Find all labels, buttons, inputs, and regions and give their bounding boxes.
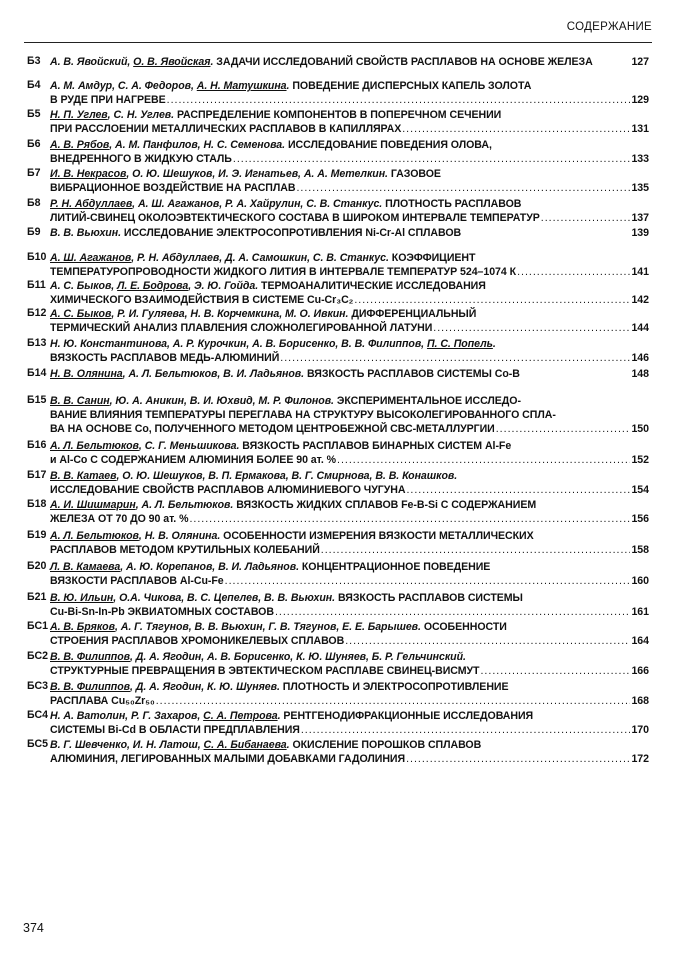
entry-line bbox=[50, 108, 649, 122]
authors-text: Н. Ю. Константинова, А. Р. Курочкин, А. В. Борисенко, В. В. Филиппов, bbox=[50, 338, 427, 350]
authors-text: , Р. И. Гуляева, Н. В. Корчемкина, М. О. Ивкин. bbox=[111, 308, 349, 320]
speaker-author: Л. В. Камаева bbox=[50, 561, 121, 573]
leader-dots bbox=[167, 93, 631, 107]
entry-line bbox=[50, 738, 649, 752]
leader-dots bbox=[406, 752, 630, 766]
entry-title: ВЯЗКОСТЬ РАСПЛАВОВ СИСТЕМЫ bbox=[337, 592, 523, 604]
entry-code: Б17 bbox=[27, 469, 47, 481]
entry-page-number[interactable]: 170 bbox=[631, 724, 649, 736]
entry-authors bbox=[50, 592, 335, 604]
entry-body bbox=[50, 738, 649, 766]
entry-page-number[interactable]: 161 bbox=[631, 606, 649, 618]
entry-page-number[interactable]: 133 bbox=[631, 153, 649, 165]
entry-title: ОСОБЕННОСТИ ИЗМЕРЕНИЯ ВЯЗКОСТИ МЕТАЛЛИЧЕСКИХ bbox=[223, 530, 534, 542]
authors-text: , Р. Н. Абдуллаев, Д. А. Самошкин, С. В. Станкус. bbox=[131, 252, 389, 264]
entry-authors bbox=[50, 651, 466, 663]
entry-code: БС3 bbox=[27, 680, 49, 692]
entry-line bbox=[50, 293, 649, 307]
entry-title: ТЕМПЕРАТУРОПРОВОДНОСТИ ЖИДКОГО ЛИТИЯ В ИНТЕРВАЛЕ ТЕМПЕРАТУР 524–1074 К bbox=[50, 266, 517, 278]
entry-code: Б14 bbox=[27, 367, 47, 379]
entry-authors bbox=[50, 440, 239, 452]
entry-authors bbox=[50, 561, 299, 573]
entry-line bbox=[50, 181, 649, 195]
entry-title: ПРИ РАССЛОЕНИИ МЕТАЛЛИЧЕСКИХ РАСПЛАВОВ В КАПИЛЛЯРАХ bbox=[50, 123, 402, 135]
entry-code: Б12 bbox=[27, 307, 47, 319]
toc-entry[interactable] bbox=[27, 560, 649, 588]
entry-line bbox=[50, 279, 649, 293]
speaker-author: Л. Е. Бодрова bbox=[117, 280, 189, 292]
entry-authors bbox=[50, 368, 304, 380]
toc-entry[interactable] bbox=[27, 108, 649, 136]
speaker-author: Р. Н. Абдуллаев bbox=[50, 198, 133, 210]
entry-page-number[interactable]: 137 bbox=[631, 212, 649, 224]
entry-title: ВИБРАЦИОННОЕ ВОЗДЕЙСТВИЕ НА РАСПЛАВ bbox=[50, 182, 296, 194]
leader-dots bbox=[321, 543, 631, 557]
toc-entry[interactable] bbox=[27, 469, 649, 497]
authors-text: . bbox=[286, 80, 290, 92]
entry-line bbox=[50, 512, 649, 526]
entry-title: В РУДЕ ПРИ НАГРЕВЕ bbox=[50, 94, 166, 106]
authors-text: , Э. Ю. Гойда. bbox=[188, 280, 259, 292]
entry-authors bbox=[50, 56, 213, 68]
leader-dots bbox=[280, 351, 630, 365]
entry-title: ВЯЗКОСТЬ ЖИДКИХ СПЛАВОВ Fe-B-Si С СОДЕРЖАНИЕМ bbox=[236, 499, 537, 511]
entry-title: РАСПЛАВОВ МЕТОДОМ КРУТИЛЬНЫХ КОЛЕБАНИЙ bbox=[50, 544, 320, 556]
entry-page-number[interactable]: 139 bbox=[631, 227, 649, 239]
entry-code: Б4 bbox=[27, 79, 41, 91]
entry-code: Б15 bbox=[27, 394, 47, 406]
entry-body bbox=[50, 394, 649, 436]
entry-line bbox=[50, 709, 649, 723]
entry-line bbox=[50, 664, 649, 678]
toc-entry[interactable] bbox=[27, 197, 649, 225]
entry-body bbox=[50, 79, 649, 107]
entry-code: Б3 bbox=[27, 55, 41, 67]
entry-title: РАСПЛАВА Cu₅₀Zr₅₀ bbox=[50, 695, 155, 707]
authors-text: В. В. Вьюхин. bbox=[50, 227, 121, 239]
entry-code: БС4 bbox=[27, 709, 49, 721]
entry-authors bbox=[50, 80, 289, 92]
entry-body bbox=[50, 307, 649, 335]
entry-line bbox=[50, 529, 649, 543]
entry-line bbox=[50, 422, 649, 436]
authors-text: . bbox=[210, 56, 214, 68]
toc-entry[interactable] bbox=[27, 167, 649, 195]
entry-line bbox=[50, 439, 649, 453]
leader-dots bbox=[541, 211, 631, 225]
toc-entry[interactable] bbox=[27, 529, 649, 557]
entry-authors bbox=[50, 109, 174, 121]
entry-body bbox=[50, 529, 649, 557]
entry-authors bbox=[50, 252, 389, 264]
entry-title: ОКИСЛЕНИЕ ПОРОШКОВ СПЛАВОВ bbox=[292, 739, 482, 751]
leader-dots bbox=[275, 605, 631, 619]
leader-dots bbox=[517, 265, 630, 279]
entry-body bbox=[50, 138, 649, 166]
entry-title: ПЛОТНОСТЬ РАСПЛАВОВ bbox=[385, 198, 522, 210]
leader-dots bbox=[496, 422, 631, 436]
entry-line bbox=[50, 138, 649, 152]
entry-page-number[interactable]: 156 bbox=[631, 513, 649, 525]
entry-body bbox=[50, 680, 649, 708]
entry-line bbox=[50, 197, 649, 211]
entry-line bbox=[50, 453, 649, 467]
speaker-author: В. В. Филиппов bbox=[50, 681, 130, 693]
entry-title: ВА НА ОСНОВЕ Co, ПОЛУЧЕННОГО МЕТОДОМ ЦЕНТРОБЕЖНОЙ СВС-МЕТАЛЛУРГИИ bbox=[50, 423, 495, 435]
entry-title: ЛИТИЙ-СВИНЕЦ ОКОЛОЭВТЕКТИЧЕСКОГО СОСТАВА В ШИРОКОМ ИНТЕРВАЛЕ ТЕМПЕРАТУР bbox=[50, 212, 540, 224]
toc-entry[interactable] bbox=[27, 394, 649, 436]
entry-line bbox=[50, 574, 649, 588]
leader-dots bbox=[296, 181, 630, 195]
header-title: СОДЕРЖАНИЕ bbox=[566, 21, 652, 33]
entry-title: ГАЗОВОЕ bbox=[390, 168, 441, 180]
entry-line bbox=[50, 591, 649, 605]
leader-dots bbox=[433, 321, 630, 335]
authors-text: , Д. А. Ягодин, А. В. Борисенко, К. Ю. Шуняев, Б. Р. Гельчинский. bbox=[130, 651, 466, 663]
entry-title: ОСОБЕННОСТИ bbox=[423, 621, 507, 633]
authors-text: , А. М. Панфилов, Н. С. Семенова. bbox=[109, 139, 286, 151]
entry-code: Б6 bbox=[27, 138, 41, 150]
entry-page-number[interactable]: 127 bbox=[631, 56, 649, 68]
toc-entry[interactable] bbox=[27, 620, 649, 648]
entry-line bbox=[50, 211, 649, 225]
speaker-author: П. С. Попель bbox=[426, 338, 493, 350]
entry-authors bbox=[50, 621, 421, 633]
entry-body bbox=[50, 560, 649, 588]
entry-code: БС1 bbox=[27, 620, 49, 632]
leader-dots bbox=[337, 453, 630, 467]
entry-code: Б16 bbox=[27, 439, 47, 451]
entry-title: СТРОЕНИЯ РАСПЛАВОВ ХРОМОНИКЕЛЕВЫХ СПЛАВОВ bbox=[50, 635, 345, 647]
entry-title: КОЭФФИЦИЕНТ bbox=[391, 252, 476, 264]
entry-line bbox=[50, 307, 649, 321]
toc-entry[interactable] bbox=[27, 279, 649, 307]
authors-text: . bbox=[277, 710, 281, 722]
leader-dots bbox=[406, 483, 630, 497]
entry-page-number[interactable]: 142 bbox=[631, 294, 649, 306]
entry-title: ЖЕЛЕЗА ОТ 70 ДО 90 ат. % bbox=[50, 513, 189, 525]
entry-body bbox=[50, 279, 649, 307]
authors-text: , Н. В. Олянина. bbox=[138, 530, 221, 542]
entry-authors bbox=[50, 168, 388, 180]
entry-code: Б21 bbox=[27, 591, 47, 603]
entry-page-number[interactable]: 131 bbox=[631, 123, 649, 135]
entry-line bbox=[50, 408, 649, 422]
leader-dots bbox=[225, 574, 631, 588]
entry-title: ЭКСПЕРИМЕНТАЛЬНОЕ ИССЛЕДО- bbox=[336, 395, 521, 407]
entry-code: Б20 bbox=[27, 560, 47, 572]
leader-dots bbox=[156, 694, 631, 708]
toc-entry[interactable] bbox=[27, 439, 649, 467]
entry-body bbox=[50, 498, 649, 526]
speaker-author: Н. В. Олянина bbox=[50, 368, 123, 380]
entry-authors bbox=[50, 739, 290, 751]
entry-page-number[interactable]: 146 bbox=[631, 352, 649, 364]
entry-line bbox=[50, 498, 649, 512]
entry-line bbox=[50, 337, 649, 351]
entry-page-number[interactable]: 129 bbox=[631, 94, 649, 106]
leader-dots bbox=[354, 293, 630, 307]
speaker-author: В. В. Санин bbox=[50, 395, 110, 407]
entry-line bbox=[50, 367, 649, 381]
entry-code: БС2 bbox=[27, 650, 49, 662]
entry-line bbox=[50, 469, 649, 483]
speaker-author: А. Л. Бельтюков bbox=[50, 530, 139, 542]
entry-title: ВЯЗКОСТИ РАСПЛАВОВ Al-Cu-Fe bbox=[50, 575, 224, 587]
authors-text: , О. Ю. Шешуков, В. П. Ермакова, В. Г. Смирнова, В. В. Конашков. bbox=[116, 470, 458, 482]
speaker-author: О. В. Явойская bbox=[133, 56, 211, 68]
speaker-author: А. С. Быков bbox=[50, 308, 112, 320]
leader-dots bbox=[345, 634, 630, 648]
entry-title: Cu-Bi-Sn-In-Pb ЭКВИАТОМНЫХ СОСТАВОВ bbox=[50, 606, 274, 618]
speaker-author: А. В. Рябов bbox=[50, 139, 110, 151]
entry-title: СТРУКТУРНЫЕ ПРЕВРАЩЕНИЯ В ЭВТЕКТИЧЕСКОМ РАСПЛАВЕ СВИНЕЦ-ВИСМУТ bbox=[50, 665, 480, 677]
authors-text: , А. Ю. Корепанов, В. И. Ладьянов. bbox=[120, 561, 299, 573]
entry-line bbox=[50, 321, 649, 335]
entry-line bbox=[50, 167, 649, 181]
authors-text: , Ю. А. Аникин, В. И. Юхвид, М. Р. Филонов. bbox=[109, 395, 334, 407]
entry-page-number[interactable]: 144 bbox=[631, 322, 649, 334]
entry-page-number[interactable]: 154 bbox=[631, 484, 649, 496]
entry-line bbox=[50, 79, 649, 93]
entry-page-number[interactable]: 168 bbox=[631, 695, 649, 707]
entry-line bbox=[50, 251, 649, 265]
toc-entry[interactable] bbox=[27, 307, 649, 335]
authors-text: А. В. Явойский, bbox=[50, 56, 134, 68]
entry-code: Б8 bbox=[27, 197, 41, 209]
entry-title: ТЕРМОАНАЛИТИЧЕСКИЕ ИССЛЕДОВАНИЯ bbox=[261, 280, 486, 292]
authors-text: , А. Ш. Агажанов, Р. А. Хайрулин, С. В. Станкус. bbox=[132, 198, 383, 210]
toc-entry[interactable] bbox=[27, 138, 649, 166]
entry-authors bbox=[50, 308, 348, 320]
entry-page-number[interactable]: 158 bbox=[631, 544, 649, 556]
entry-title: ХИМИЧЕСКОГО ВЗАИМОДЕЙСТВИЯ В СИСТЕМЕ Cu-Cr₃C₂ bbox=[50, 294, 354, 306]
entry-body bbox=[50, 337, 649, 365]
entry-title: ИССЛЕДОВАНИЕ ЭЛЕКТРОСОПРОТИВЛЕНИЯ Ni-Cr-Al СПЛАВОВ bbox=[123, 227, 462, 239]
authors-text: , О. Ю. Шешуков, И. Э. Игнатьев, А. А. Метелкин. bbox=[126, 168, 388, 180]
authors-text: , Д. А. Ягодин, К. Ю. Шуняев. bbox=[130, 681, 280, 693]
authors-text: , С. Г. Меньшикова. bbox=[138, 440, 240, 452]
toc-entry[interactable] bbox=[27, 251, 649, 279]
entry-page-number[interactable]: 160 bbox=[631, 575, 649, 587]
entry-authors bbox=[50, 139, 285, 151]
entry-code: Б13 bbox=[27, 337, 47, 349]
entry-authors bbox=[50, 530, 220, 542]
entry-title: ИССЛЕДОВАНИЕ СВОЙСТВ РАСПЛАВОВ АЛЮМИНИЕВОГО ЧУГУНА bbox=[50, 484, 406, 496]
toc-entry[interactable] bbox=[27, 55, 649, 69]
leader-dots bbox=[233, 152, 631, 166]
entry-line bbox=[50, 680, 649, 694]
entry-line bbox=[50, 152, 649, 166]
entry-page-number[interactable]: 152 bbox=[631, 454, 649, 466]
entry-title: ЗАДАЧИ ИССЛЕДОВАНИЙ СВОЙСТВ РАСПЛАВОВ НА ОСНОВЕ ЖЕЛЕЗА bbox=[216, 56, 593, 68]
authors-text: . bbox=[492, 338, 496, 350]
entry-authors bbox=[50, 227, 121, 239]
speaker-author: Н. П. Углев bbox=[50, 109, 108, 121]
entry-title: РАСПРЕДЕЛЕНИЕ КОМПОНЕНТОВ В ПОПЕРЕЧНОМ СЕЧЕНИИ bbox=[176, 109, 502, 121]
speaker-author: А. Л. Бельтюков bbox=[50, 440, 139, 452]
entry-line bbox=[50, 560, 649, 574]
toc-entry[interactable] bbox=[27, 650, 649, 678]
entry-title: АЛЮМИНИЯ, ЛЕГИРОВАННЫХ МАЛЫМИ ДОБАВКАМИ ГАДОЛИНИЯ bbox=[50, 753, 406, 765]
toc-entry[interactable] bbox=[27, 367, 649, 381]
entry-title: и Al-Co С СОДЕРЖАНИЕМ АЛЮМИНИЯ БОЛЕЕ 90 ат. % bbox=[50, 454, 337, 466]
entry-line bbox=[50, 620, 649, 634]
entry-title: ПОВЕДЕНИЕ ДИСПЕРСНЫХ КАПЕЛЬ ЗОЛОТА bbox=[292, 80, 532, 92]
toc-entry[interactable] bbox=[27, 680, 649, 708]
entry-line bbox=[50, 723, 649, 737]
entry-line bbox=[50, 752, 649, 766]
leader-dots bbox=[301, 723, 631, 737]
speaker-author: А. Н. Матушкина bbox=[196, 80, 287, 92]
entry-line bbox=[50, 265, 649, 279]
entry-title: ВАНИЕ ВЛИЯНИЯ ТЕМПЕРАТУРЫ ПЕРЕГЛАВА НА СТРУКТУРУ ВЫСОКОЛЕГИРОВАННОГО СПЛА- bbox=[50, 409, 556, 421]
authors-text: , С. Н. Углев. bbox=[107, 109, 175, 121]
entry-page-number[interactable]: 164 bbox=[631, 635, 649, 647]
authors-text: , А. Л. Бельтюков, В. И. Ладьянов. bbox=[122, 368, 305, 380]
leader-dots bbox=[189, 512, 630, 526]
entry-line bbox=[50, 226, 649, 240]
entry-page-number[interactable]: 166 bbox=[631, 665, 649, 677]
entry-body bbox=[50, 226, 649, 240]
entry-code: Б7 bbox=[27, 167, 41, 179]
entry-body bbox=[50, 367, 649, 381]
entry-code: Б9 bbox=[27, 226, 41, 238]
toc-entry[interactable] bbox=[27, 337, 649, 365]
entry-line bbox=[50, 93, 649, 107]
authors-text: , А. Л. Бельтюков. bbox=[135, 499, 234, 511]
entry-body bbox=[50, 108, 649, 136]
entry-line bbox=[50, 122, 649, 136]
entry-page-number[interactable]: 150 bbox=[631, 423, 649, 435]
entry-line bbox=[50, 543, 649, 557]
entry-title: КОНЦЕНТРАЦИОННОЕ ПОВЕДЕНИЕ bbox=[301, 561, 491, 573]
entry-title: ВНЕДРЕННОГО В ЖИДКУЮ СТАЛЬ bbox=[50, 153, 232, 165]
entry-body bbox=[50, 55, 649, 69]
speaker-author: И. В. Некрасов bbox=[50, 168, 127, 180]
entry-authors bbox=[50, 280, 258, 292]
speaker-author: В. В. Филиппов bbox=[50, 651, 130, 663]
entry-body bbox=[50, 591, 649, 619]
toc-entry[interactable] bbox=[27, 709, 649, 737]
entry-body bbox=[50, 251, 649, 279]
authors-text: , О.А. Чикова, В. С. Цепелев, В. В. Вьюхин. bbox=[113, 592, 336, 604]
entry-code: Б10 bbox=[27, 251, 47, 263]
toc-entry[interactable] bbox=[27, 79, 649, 107]
toc-entry[interactable] bbox=[27, 498, 649, 526]
speaker-author: В. Ю. Ильин bbox=[50, 592, 114, 604]
authors-text: , А. Г. Тягунов, В. В. Вьюхин, Г. В. Тягунов, Е. Е. Барышев. bbox=[114, 621, 421, 633]
speaker-author: С. А. Бибанаева bbox=[203, 739, 287, 751]
entry-authors bbox=[50, 681, 280, 693]
toc-entry[interactable] bbox=[27, 226, 649, 240]
entry-title: ВЯЗКОСТЬ РАСПЛАВОВ БИНАРНЫХ СИСТЕМ Al-Fe bbox=[242, 440, 512, 452]
entry-page-number[interactable]: 141 bbox=[631, 266, 649, 278]
entry-body bbox=[50, 167, 649, 195]
entry-body bbox=[50, 650, 649, 678]
entry-code: Б19 bbox=[27, 529, 47, 541]
entry-code: Б11 bbox=[27, 279, 46, 291]
entry-title: РЕНТГЕНОДИФРАКЦИОННЫЕ ИССЛЕДОВАНИЯ bbox=[283, 710, 534, 722]
running-header bbox=[24, 10, 652, 43]
leader-dots bbox=[480, 664, 630, 678]
entry-title: СИСТЕМЫ Bi-Cd В ОБЛАСТИ ПРЕДПЛАВЛЕНИЯ bbox=[50, 724, 300, 736]
authors-text: Н. А. Ватолин, Р. Г. Захаров, bbox=[50, 710, 204, 722]
entry-line bbox=[50, 351, 649, 365]
entry-body bbox=[50, 439, 649, 467]
entry-title: ДИФФЕРЕНЦИАЛЬНЫЙ bbox=[351, 308, 477, 320]
entry-line bbox=[50, 605, 649, 619]
entry-title: ВЯЗКОСТЬ РАСПЛАВОВ МЕДЬ-АЛЮМИНИЙ bbox=[50, 352, 280, 364]
speaker-author: А. В. Бряков bbox=[50, 621, 115, 633]
entry-code: БС5 bbox=[27, 738, 49, 750]
entry-code: Б18 bbox=[27, 498, 47, 510]
toc-entry[interactable] bbox=[27, 738, 649, 766]
entry-code: Б5 bbox=[27, 108, 41, 120]
entry-authors bbox=[50, 499, 233, 511]
entry-authors bbox=[50, 338, 496, 350]
authors-text: . bbox=[286, 739, 290, 751]
entry-line bbox=[50, 634, 649, 648]
entry-authors bbox=[50, 470, 457, 482]
entry-body bbox=[50, 197, 649, 225]
entry-title: ТЕРМИЧЕСКИЙ АНАЛИЗ ПЛАВЛЕНИЯ СЛОЖНОЛЕГИРОВАННОЙ ЛАТУНИ bbox=[50, 322, 433, 334]
entry-page-number[interactable]: 135 bbox=[631, 182, 649, 194]
page-number: 374 bbox=[23, 921, 44, 935]
entry-line bbox=[50, 55, 649, 69]
authors-text: А. С. Быков, bbox=[50, 280, 118, 292]
entry-title: ВЯЗКОСТЬ РАСПЛАВОВ СИСТЕМЫ Co-B bbox=[306, 368, 520, 380]
speaker-author: А. И. Шишмарин bbox=[50, 499, 136, 511]
speaker-author: В. В. Катаев bbox=[50, 470, 117, 482]
entry-authors bbox=[50, 395, 334, 407]
speaker-author: С. А. Петрова bbox=[203, 710, 278, 722]
entry-title: ПЛОТНОСТЬ И ЭЛЕКТРОСОПРОТИВЛЕНИЕ bbox=[282, 681, 509, 693]
entry-title: ИССЛЕДОВАНИЕ ПОВЕДЕНИЯ ОЛОВА, bbox=[287, 139, 492, 151]
entry-authors bbox=[50, 710, 281, 722]
toc-entry[interactable] bbox=[27, 591, 649, 619]
authors-text: В. Г. Шевченко, И. Н. Латош, bbox=[50, 739, 204, 751]
entry-body bbox=[50, 469, 649, 497]
entry-line bbox=[50, 694, 649, 708]
entry-line bbox=[50, 650, 649, 664]
entry-line bbox=[50, 394, 649, 408]
entry-body bbox=[50, 620, 649, 648]
entry-page-number[interactable]: 148 bbox=[631, 368, 649, 380]
leader-dots bbox=[402, 122, 630, 136]
entry-line bbox=[50, 483, 649, 497]
authors-text: А. М. Амдур, С. А. Федоров, bbox=[50, 80, 197, 92]
entry-page-number[interactable]: 172 bbox=[631, 753, 649, 765]
entry-authors bbox=[50, 198, 382, 210]
speaker-author: А. Ш. Агажанов bbox=[50, 252, 132, 264]
entry-body bbox=[50, 709, 649, 737]
